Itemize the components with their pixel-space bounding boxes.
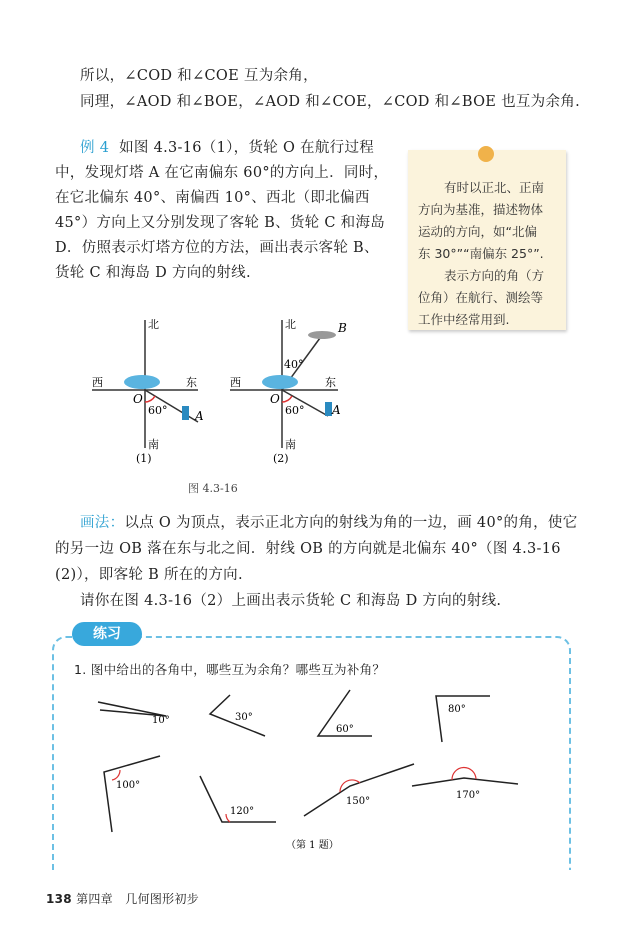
figure-4-3-16: [80, 310, 400, 500]
intro-line-2: 同理，∠AOD 和∠BOE，∠AOD 和∠COE，∠COD 和∠BOE 也互为余角.: [80, 94, 580, 110]
label-west: 西: [230, 376, 241, 389]
label-angle-40: 40°: [284, 358, 304, 371]
example-line: 货轮 C 和海岛 D 方向的射线.: [55, 265, 251, 281]
note-line: 运动的方向，如“北偏: [418, 224, 537, 239]
example-line: 中，发现灯塔 A 在它南偏东 60°的方向上．同时，: [55, 165, 389, 181]
method-label: 画法：: [80, 515, 125, 531]
ship-icon: [124, 375, 160, 389]
angle-label: 30°: [235, 712, 253, 723]
subfigure-label-1: (1): [136, 452, 152, 465]
figure-caption: 图 4.3-16: [188, 482, 238, 495]
angle-170: [412, 778, 518, 786]
angle-label: 170°: [456, 790, 481, 801]
method-line: (2)），即客轮 B 所在的方向.: [55, 567, 243, 583]
label-east: 东: [186, 376, 197, 389]
angle-label: 100°: [116, 780, 141, 791]
passenger-ship-icon: [308, 331, 336, 339]
example-line: 如图 4.3-16（1），货轮 O 在航行过程: [119, 140, 375, 156]
pin-icon: [478, 146, 494, 162]
note-line: 表示方向的角（方: [444, 268, 545, 283]
angle-10: [98, 702, 166, 716]
lighthouse-icon: [182, 406, 189, 420]
label-origin: O: [133, 392, 143, 406]
exercise-caption: （第 1 题）: [286, 840, 339, 851]
note-line: 有时以正北、正南: [444, 180, 545, 195]
footer: [46, 890, 199, 907]
note-line: 工作中经常用到.: [418, 312, 510, 327]
page-number: 138: [46, 892, 72, 906]
label-a: A: [195, 409, 204, 423]
example-line: 45°）方向上又分别发现了客轮 B、货轮 C 和海岛: [55, 215, 386, 231]
angle-label: 10°: [152, 715, 170, 726]
label-west: 西: [92, 376, 103, 389]
exercise-angles: [60, 680, 560, 860]
label-origin: O: [270, 392, 280, 406]
label-a: A: [332, 403, 341, 417]
angle-150: [304, 764, 414, 816]
label-north: 北: [285, 318, 296, 331]
exercise-tab: 练习: [72, 622, 142, 646]
note-line: 东 30°”“南偏东 25°”.: [418, 246, 544, 261]
label-east: 东: [325, 376, 336, 389]
example-line: D．仿照表示灯塔方位的方法，画出表示客轮 B、: [55, 240, 379, 256]
intro-line-1: 所以，∠COD 和∠COE 互为余角，: [80, 68, 318, 84]
example-label: 例 4: [80, 140, 110, 156]
example-line: 在它北偏东 40°、南偏西 10°、西北（即北偏西: [55, 190, 370, 206]
method-line: 的另一边 OB 落在东与北之间．射线 OB 的方向就是北偏东 40°（图 4.3-16: [55, 541, 561, 557]
angle-label: 150°: [346, 796, 371, 807]
angle-80: [436, 696, 490, 742]
label-south: 南: [285, 438, 296, 451]
angle-100: [104, 756, 160, 832]
ship-icon: [262, 375, 298, 389]
label-angle-60: 60°: [285, 404, 305, 417]
label-angle-60: 60°: [148, 404, 168, 417]
note-line: 方向为基准，描述物体: [418, 202, 544, 217]
exercise-question: 1. 图中给出的各角中，哪些互为余角？哪些互为补角？: [74, 662, 386, 677]
label-north: 北: [148, 318, 159, 331]
side-note: [408, 150, 566, 330]
method-line: 请你在图 4.3-16（2）上画出表示货轮 C 和海岛 D 方向的射线.: [80, 593, 502, 609]
angle-label: 60°: [336, 724, 354, 735]
note-line: 位角）在航行、测绘等: [418, 290, 544, 305]
chapter-title: 第四章 几何图形初步: [76, 892, 200, 906]
label-south: 南: [148, 438, 159, 451]
lighthouse-icon: [325, 402, 332, 416]
method-line: 以点 O 为顶点，表示正北方向的射线为角的一边，画 40°的角，使它: [124, 515, 578, 531]
angle-label: 80°: [448, 704, 466, 715]
label-b: B: [338, 321, 347, 335]
subfigure-label-2: (2): [273, 452, 289, 465]
angle-label: 120°: [230, 806, 255, 817]
